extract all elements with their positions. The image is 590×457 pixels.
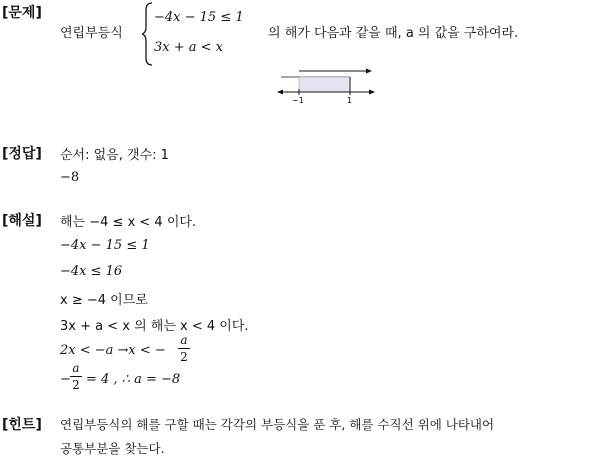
problem-lead: 연립부등식 <box>60 26 123 41</box>
fraction-denominator-2: 2 <box>72 378 80 392</box>
answer-label: [정답] <box>2 146 42 162</box>
common-region <box>299 77 350 92</box>
fraction-numerator-2: a <box>72 361 80 375</box>
hint-line2: 공통부분을 찾는다. <box>60 441 165 456</box>
hint-label: [힌트] <box>2 417 42 433</box>
axis-arrowhead-right-icon <box>369 90 375 95</box>
tick-label-left: −1 <box>292 96 304 105</box>
solution-line5: 3x + a < x 의 해는 x < 4 이다. <box>60 319 249 334</box>
system-eq2: 3x + a < x <box>154 40 223 55</box>
fraction-numerator: a <box>180 333 188 347</box>
solution-line7-right: = 4 , ∴ a = −8 <box>86 372 181 387</box>
axis-arrowhead-left-icon <box>277 90 283 95</box>
solution-line6: 2x < −a →x < − <box>60 343 166 358</box>
system-brace-icon <box>142 2 154 66</box>
problem-label: [문제] <box>2 5 42 21</box>
solution-line1: 해는 −4 ≤ x < 4 이다. <box>60 215 197 230</box>
problem-question: 의 해가 다음과 같을 때, a 의 값을 구하여라. <box>268 26 519 41</box>
fraction-denominator: 2 <box>180 350 188 364</box>
solution-line7-minus: − <box>60 372 71 387</box>
solution-line2: −4x − 15 ≤ 1 <box>60 238 150 253</box>
fraction-a-over-2-second <box>70 361 82 392</box>
answer-line1: 순서: 없음, 갯수: 1 <box>60 148 169 163</box>
answer-value: −8 <box>60 170 80 185</box>
solution-label: [해설] <box>2 213 42 229</box>
arrowhead-right-icon <box>366 69 372 74</box>
solution-line3: −4x ≤ 16 <box>60 264 123 279</box>
system-eq1: −4x − 15 ≤ 1 <box>154 10 244 25</box>
fraction-a-over-2 <box>178 333 190 364</box>
number-line-diagram <box>275 66 380 106</box>
solution-line4: x ≥ −4 이므로 <box>60 293 148 308</box>
tick-label-right: 1 <box>347 96 353 105</box>
hint-line1: 연립부등식의 해를 구할 때는 각각의 부등식을 푼 후, 해를 수직선 위에 나타내어 <box>60 417 495 432</box>
